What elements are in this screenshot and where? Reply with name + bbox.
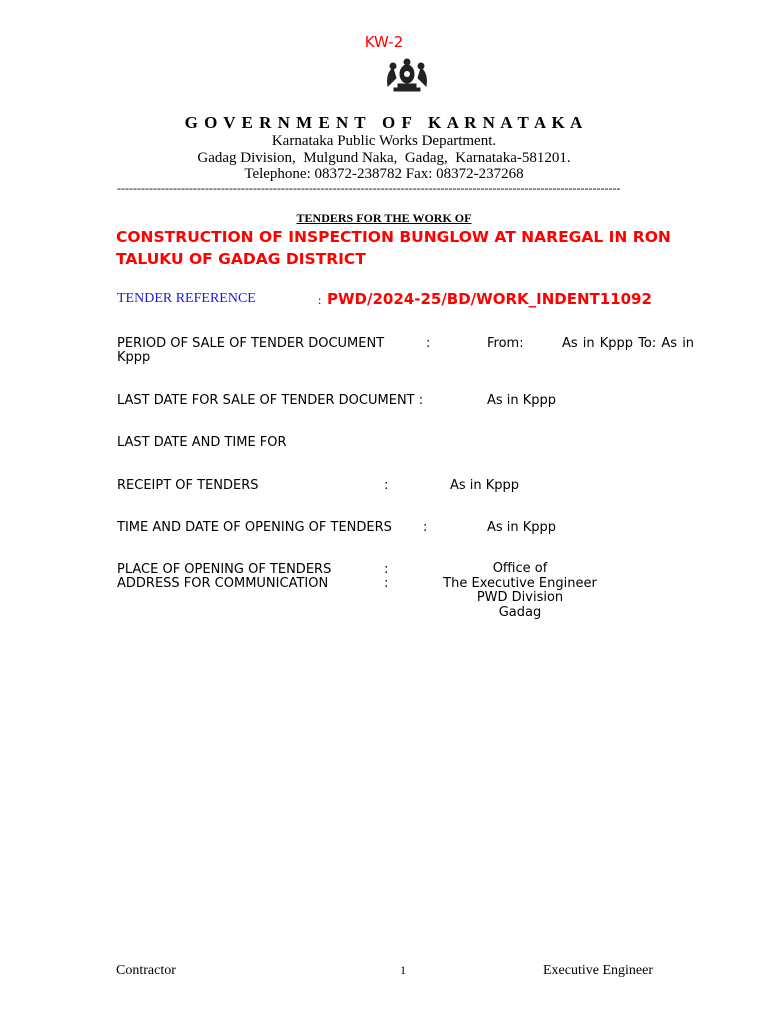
page-number: 1	[400, 963, 406, 977]
telephone-fax: Telephone: 08372-238782 Fax: 08372-237268	[244, 166, 524, 182]
header-divider: ------------------------------------------------------------------------------------------------------------------------------	[117, 181, 621, 195]
office-line: Office of	[492, 561, 548, 576]
document-code: KW-2	[364, 33, 404, 51]
place-of-opening-colon: :	[384, 562, 389, 577]
division-address: Gadag Division, Mulgund Naka, Gadag, Karnataka-581201.	[197, 150, 571, 166]
opening-of-tenders-colon: :	[423, 520, 428, 535]
address-colon: :	[384, 576, 389, 591]
office-line: The Executive Engineer	[443, 575, 597, 591]
receipt-of-tenders-value: As in Kppp	[450, 478, 520, 493]
receipt-of-tenders-label: RECEIPT OF TENDERS	[117, 478, 259, 493]
footer-contractor: Contractor	[116, 963, 176, 978]
office-line: Gadag	[498, 604, 542, 620]
opening-of-tenders-label: TIME AND DATE OF OPENING OF TENDERS	[117, 520, 392, 535]
period-from-label: From:	[487, 336, 524, 351]
tender-reference-label: TENDER REFERENCE	[117, 291, 256, 306]
period-of-sale-value-wrap: Kppp	[117, 350, 151, 365]
last-date-sale-label: LAST DATE FOR SALE OF TENDER DOCUMENT :	[117, 393, 424, 408]
receipt-of-tenders-colon: :	[384, 478, 389, 493]
last-date-sale-value: As in Kppp	[487, 393, 557, 408]
footer-executive-engineer: Executive Engineer	[543, 963, 654, 978]
government-title: G O V E R N M E N T O F K A R N A T A K A	[184, 113, 584, 132]
office-address-block	[420, 562, 620, 620]
tender-heading: TENDERS FOR THE WORK OF	[296, 211, 472, 225]
work-title: CONSTRUCTION OF INSPECTION BUNGLOW AT NAREGAL IN RON TALUKU OF GADAG DISTRICT	[116, 228, 671, 268]
address-label: ADDRESS FOR COMMUNICATION	[117, 576, 329, 591]
last-date-time-label: LAST DATE AND TIME FOR	[117, 435, 287, 450]
office-line: PWD Division	[476, 590, 564, 605]
period-of-sale-value: As in Kppp To: As in	[562, 336, 695, 351]
department-name: Karnataka Public Works Department.	[271, 133, 497, 149]
place-of-opening-label: PLACE OF OPENING OF TENDERS	[117, 562, 332, 577]
opening-of-tenders-value: As in Kppp	[487, 520, 557, 535]
tender-reference-colon: :	[318, 293, 322, 307]
tender-reference-value: PWD/2024-25/BD/WORK_INDENT11092	[327, 290, 652, 308]
period-of-sale-colon: :	[426, 336, 431, 351]
karnataka-emblem-icon	[384, 56, 430, 94]
period-of-sale-label: PERIOD OF SALE OF TENDER DOCUMENT	[117, 336, 385, 351]
